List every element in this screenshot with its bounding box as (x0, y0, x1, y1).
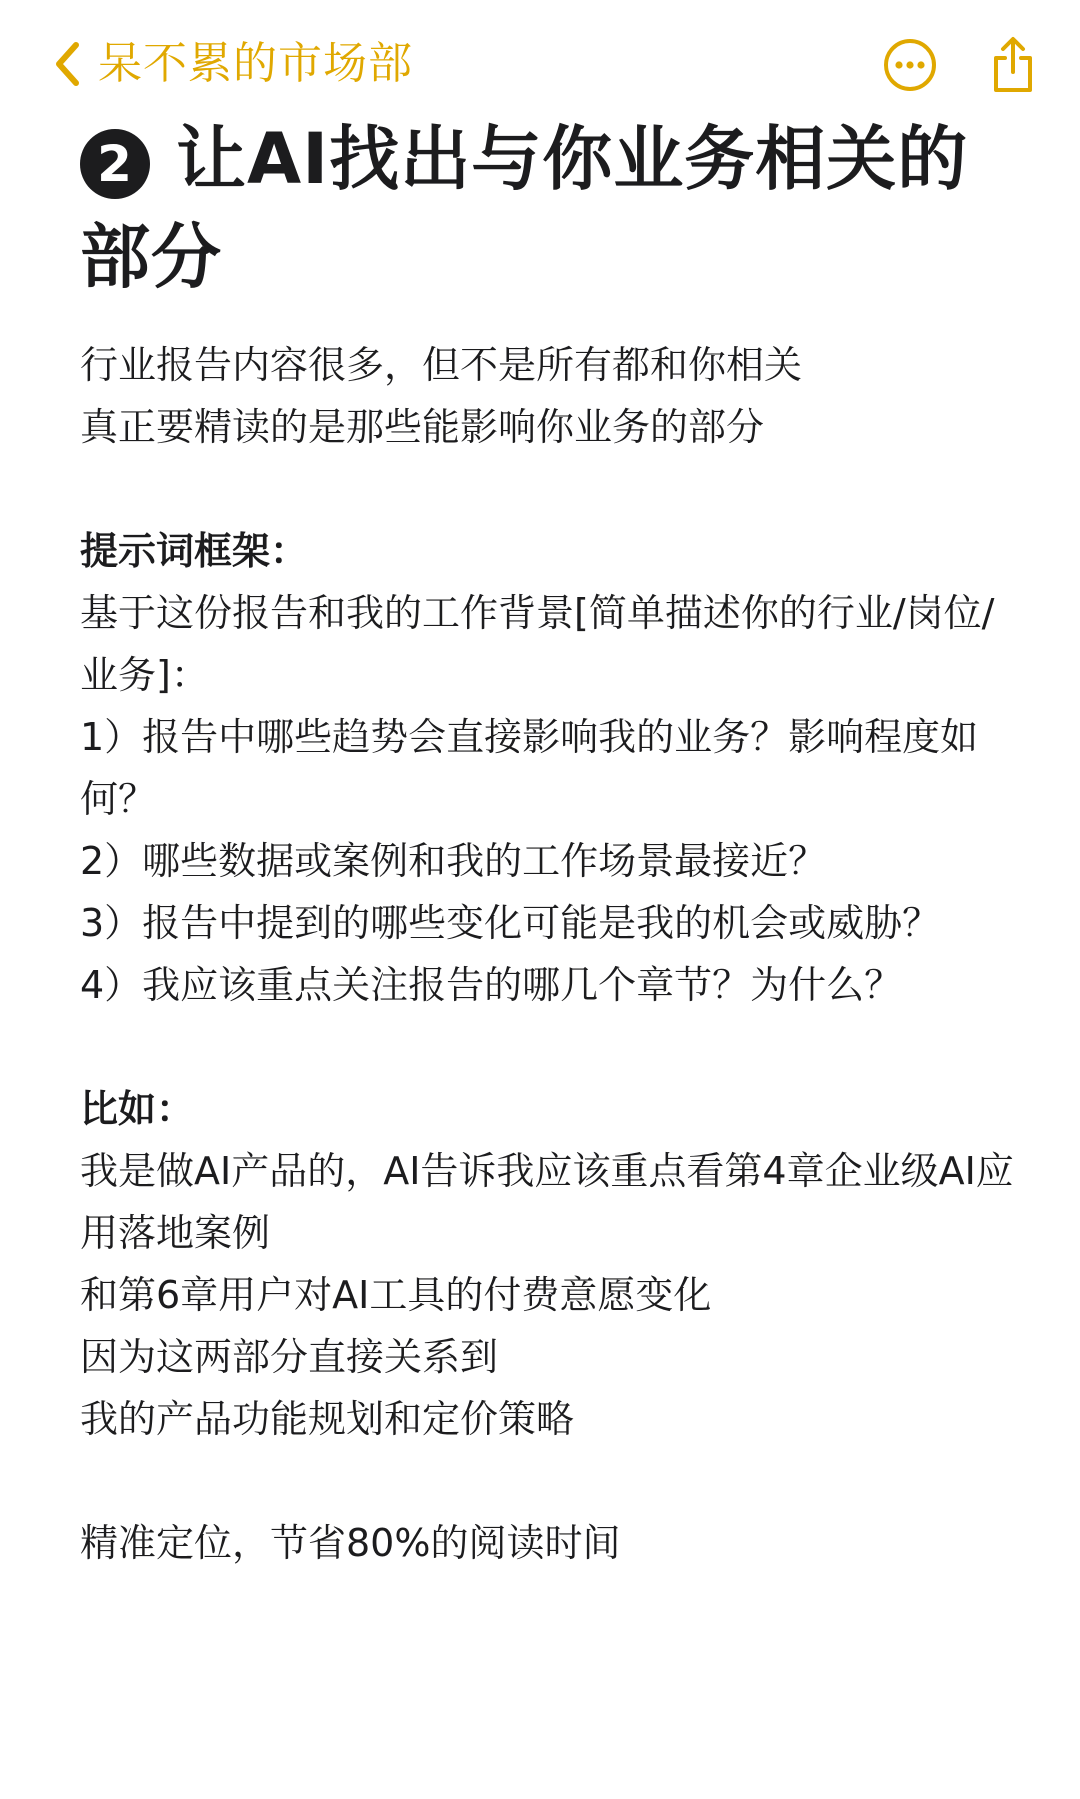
back-label: 呆不累的市场部 (98, 38, 413, 89)
prompt-line: 1）报告中哪些趋势会直接影响我的业务？影响程度如何？ (80, 715, 979, 821)
more-button[interactable] (883, 38, 937, 92)
prompt-line: 基于这份报告和我的工作背景[简单描述你的行业/岗位/业务]： (80, 591, 995, 697)
title-number-badge: 2 (80, 129, 150, 199)
example-heading: 比如： (80, 1087, 195, 1131)
note-title (80, 110, 1020, 306)
example-line: 因为这两部分直接关系到 (80, 1335, 499, 1379)
intro-line: 真正要精读的是那些能影响你业务的部分 (80, 405, 765, 449)
chevron-left-icon (54, 41, 80, 87)
more-icon (883, 38, 937, 92)
prompt-line: 2）哪些数据或案例和我的工作场景最接近？ (80, 839, 827, 883)
prompt-heading: 提示词框架： (80, 529, 309, 573)
note-content (80, 110, 1020, 1574)
title-text: 让AI找出与你业务相关的部分 (80, 118, 969, 298)
share-button[interactable] (990, 36, 1036, 94)
example-line: 我是做AI产品的，AI告诉我应该重点看第4章企业级AI应用落地案例 (80, 1149, 1014, 1255)
note-body (80, 334, 1020, 1574)
example-line: 和第6章用户对AI工具的付费意愿变化 (80, 1273, 712, 1317)
share-icon (990, 36, 1036, 94)
prompt-line: 3）报告中提到的哪些变化可能是我的机会或威胁？ (80, 901, 941, 945)
example-line: 我的产品功能规划和定价策略 (80, 1397, 575, 1441)
conclusion-line: 精准定位，节省80%的阅读时间 (80, 1521, 621, 1565)
intro-line: 行业报告内容很多，但不是所有都和你相关 (80, 343, 803, 387)
back-button[interactable] (54, 34, 413, 94)
prompt-line: 4）我应该重点关注报告的哪几个章节？为什么？ (80, 963, 903, 1007)
